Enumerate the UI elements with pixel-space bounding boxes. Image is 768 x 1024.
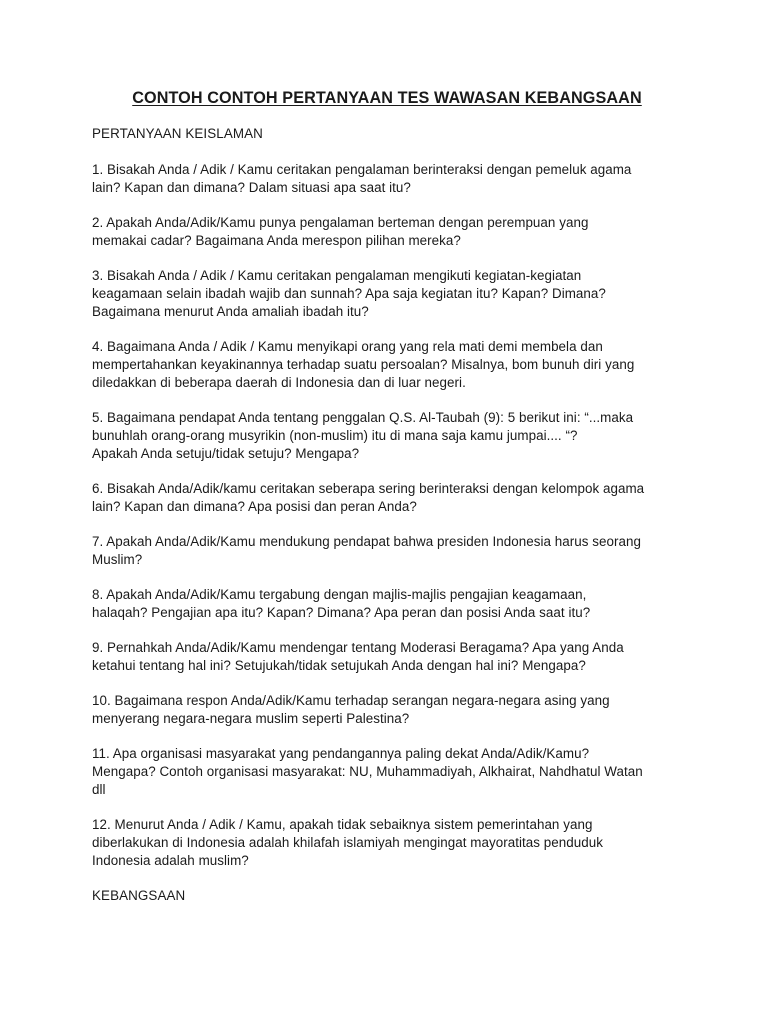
question-line: lain? Kapan dan dimana? Apa posisi dan peran Anda?: [92, 499, 417, 514]
question-item: [92, 533, 682, 569]
question-line: 6. Bisakah Anda/Adik/kamu ceritakan seberapa sering berinteraksi dengan kelompok agama: [92, 481, 645, 496]
question-line: keagamaan selain ibadah wajib dan sunnah? Apa saja kegiatan itu? Kapan? Dimana?: [92, 286, 606, 301]
question-line: 11. Apa organisasi masyarakat yang pendangannya paling dekat Anda/Adik/Kamu?: [92, 746, 590, 761]
question-item: [92, 639, 682, 675]
question-item: [92, 338, 682, 392]
page-title: CONTOH CONTOH PERTANYAAN TES WAWASAN KEBANGSAAN: [132, 89, 642, 107]
question-item: [92, 409, 682, 463]
question-item: [92, 267, 682, 321]
question-line: 10. Bagaimana respon Anda/Adik/Kamu terhadap serangan negara-negara asing yang: [92, 693, 610, 708]
question-line: Mengapa? Contoh organisasi masyarakat: NU, Muhammadiyah, Alkhairat, Nahdhatul Watan: [92, 764, 643, 779]
question-line: diledakkan di beberapa daerah di Indonesia dan di luar negeri.: [92, 375, 466, 390]
question-item: [92, 816, 682, 870]
question-item: [92, 480, 682, 516]
question-line: 8. Apakah Anda/Adik/Kamu tergabung dengan majlis-majlis pengajian keagamaan,: [92, 587, 587, 602]
question-line: Muslim?: [92, 552, 143, 567]
document-page: [92, 88, 682, 905]
question-line: menyerang negara-negara muslim seperti Palestina?: [92, 711, 410, 726]
question-line: memakai cadar? Bagaimana Anda merespon pilihan mereka?: [92, 233, 461, 248]
question-line: 4. Bagaimana Anda / Adik / Kamu menyikapi orang yang rela mati demi membela dan: [92, 339, 603, 354]
question-line: ketahui tentang hal ini? Setujukah/tidak setujukah Anda dengan hal ini? Mengapa?: [92, 658, 586, 673]
question-line: 2. Apakah Anda/Adik/Kamu punya pengalaman berteman dengan perempuan yang: [92, 215, 589, 230]
question-list: [92, 161, 682, 870]
question-line: 1. Bisakah Anda / Adik / Kamu ceritakan pengalaman berinteraksi dengan pemeluk agama: [92, 162, 632, 177]
question-line: Apakah Anda setuju/tidak setuju? Mengapa?: [92, 446, 360, 461]
question-item: [92, 214, 682, 250]
question-item: [92, 161, 682, 197]
question-line: halaqah? Pengajian apa itu? Kapan? Dimana? Apa peran dan posisi Anda saat itu?: [92, 605, 591, 620]
section-heading-kebangsaan: KEBANGSAAN: [92, 888, 186, 903]
question-item: [92, 692, 682, 728]
question-line: Indonesia adalah muslim?: [92, 853, 249, 868]
question-line: 12. Menurut Anda / Adik / Kamu, apakah tidak sebaiknya sistem pemerintahan yang: [92, 817, 593, 832]
question-line: mempertahankan keyakinannya terhadap suatu persoalan? Misalnya, bom bunuh diri yang: [92, 357, 635, 372]
question-item: [92, 745, 682, 799]
question-line: bunuhlah orang-orang musyrikin (non-muslim) itu di mana saja kamu jumpai.... “?: [92, 428, 578, 443]
question-line: dll: [92, 782, 106, 797]
section-heading-keislaman: PERTANYAAN KEISLAMAN: [92, 126, 263, 141]
question-item: [92, 586, 682, 622]
question-line: 9. Pernahkah Anda/Adik/Kamu mendengar tentang Moderasi Beragama? Apa yang Anda: [92, 640, 624, 655]
question-line: 3. Bisakah Anda / Adik / Kamu ceritakan pengalaman mengikuti kegiatan-kegiatan: [92, 268, 582, 283]
question-line: 7. Apakah Anda/Adik/Kamu mendukung pendapat bahwa presiden Indonesia harus seorang: [92, 534, 642, 549]
question-line: 5. Bagaimana pendapat Anda tentang penggalan Q.S. Al-Taubah (9): 5 berikut ini: “...maka: [92, 410, 634, 425]
question-line: lain? Kapan dan dimana? Dalam situasi apa saat itu?: [92, 180, 411, 195]
question-line: Bagaimana menurut Anda amaliah ibadah itu?: [92, 304, 369, 319]
question-line: diberlakukan di Indonesia adalah khilafah islamiyah mengingat mayoratitas penduduk: [92, 835, 604, 850]
